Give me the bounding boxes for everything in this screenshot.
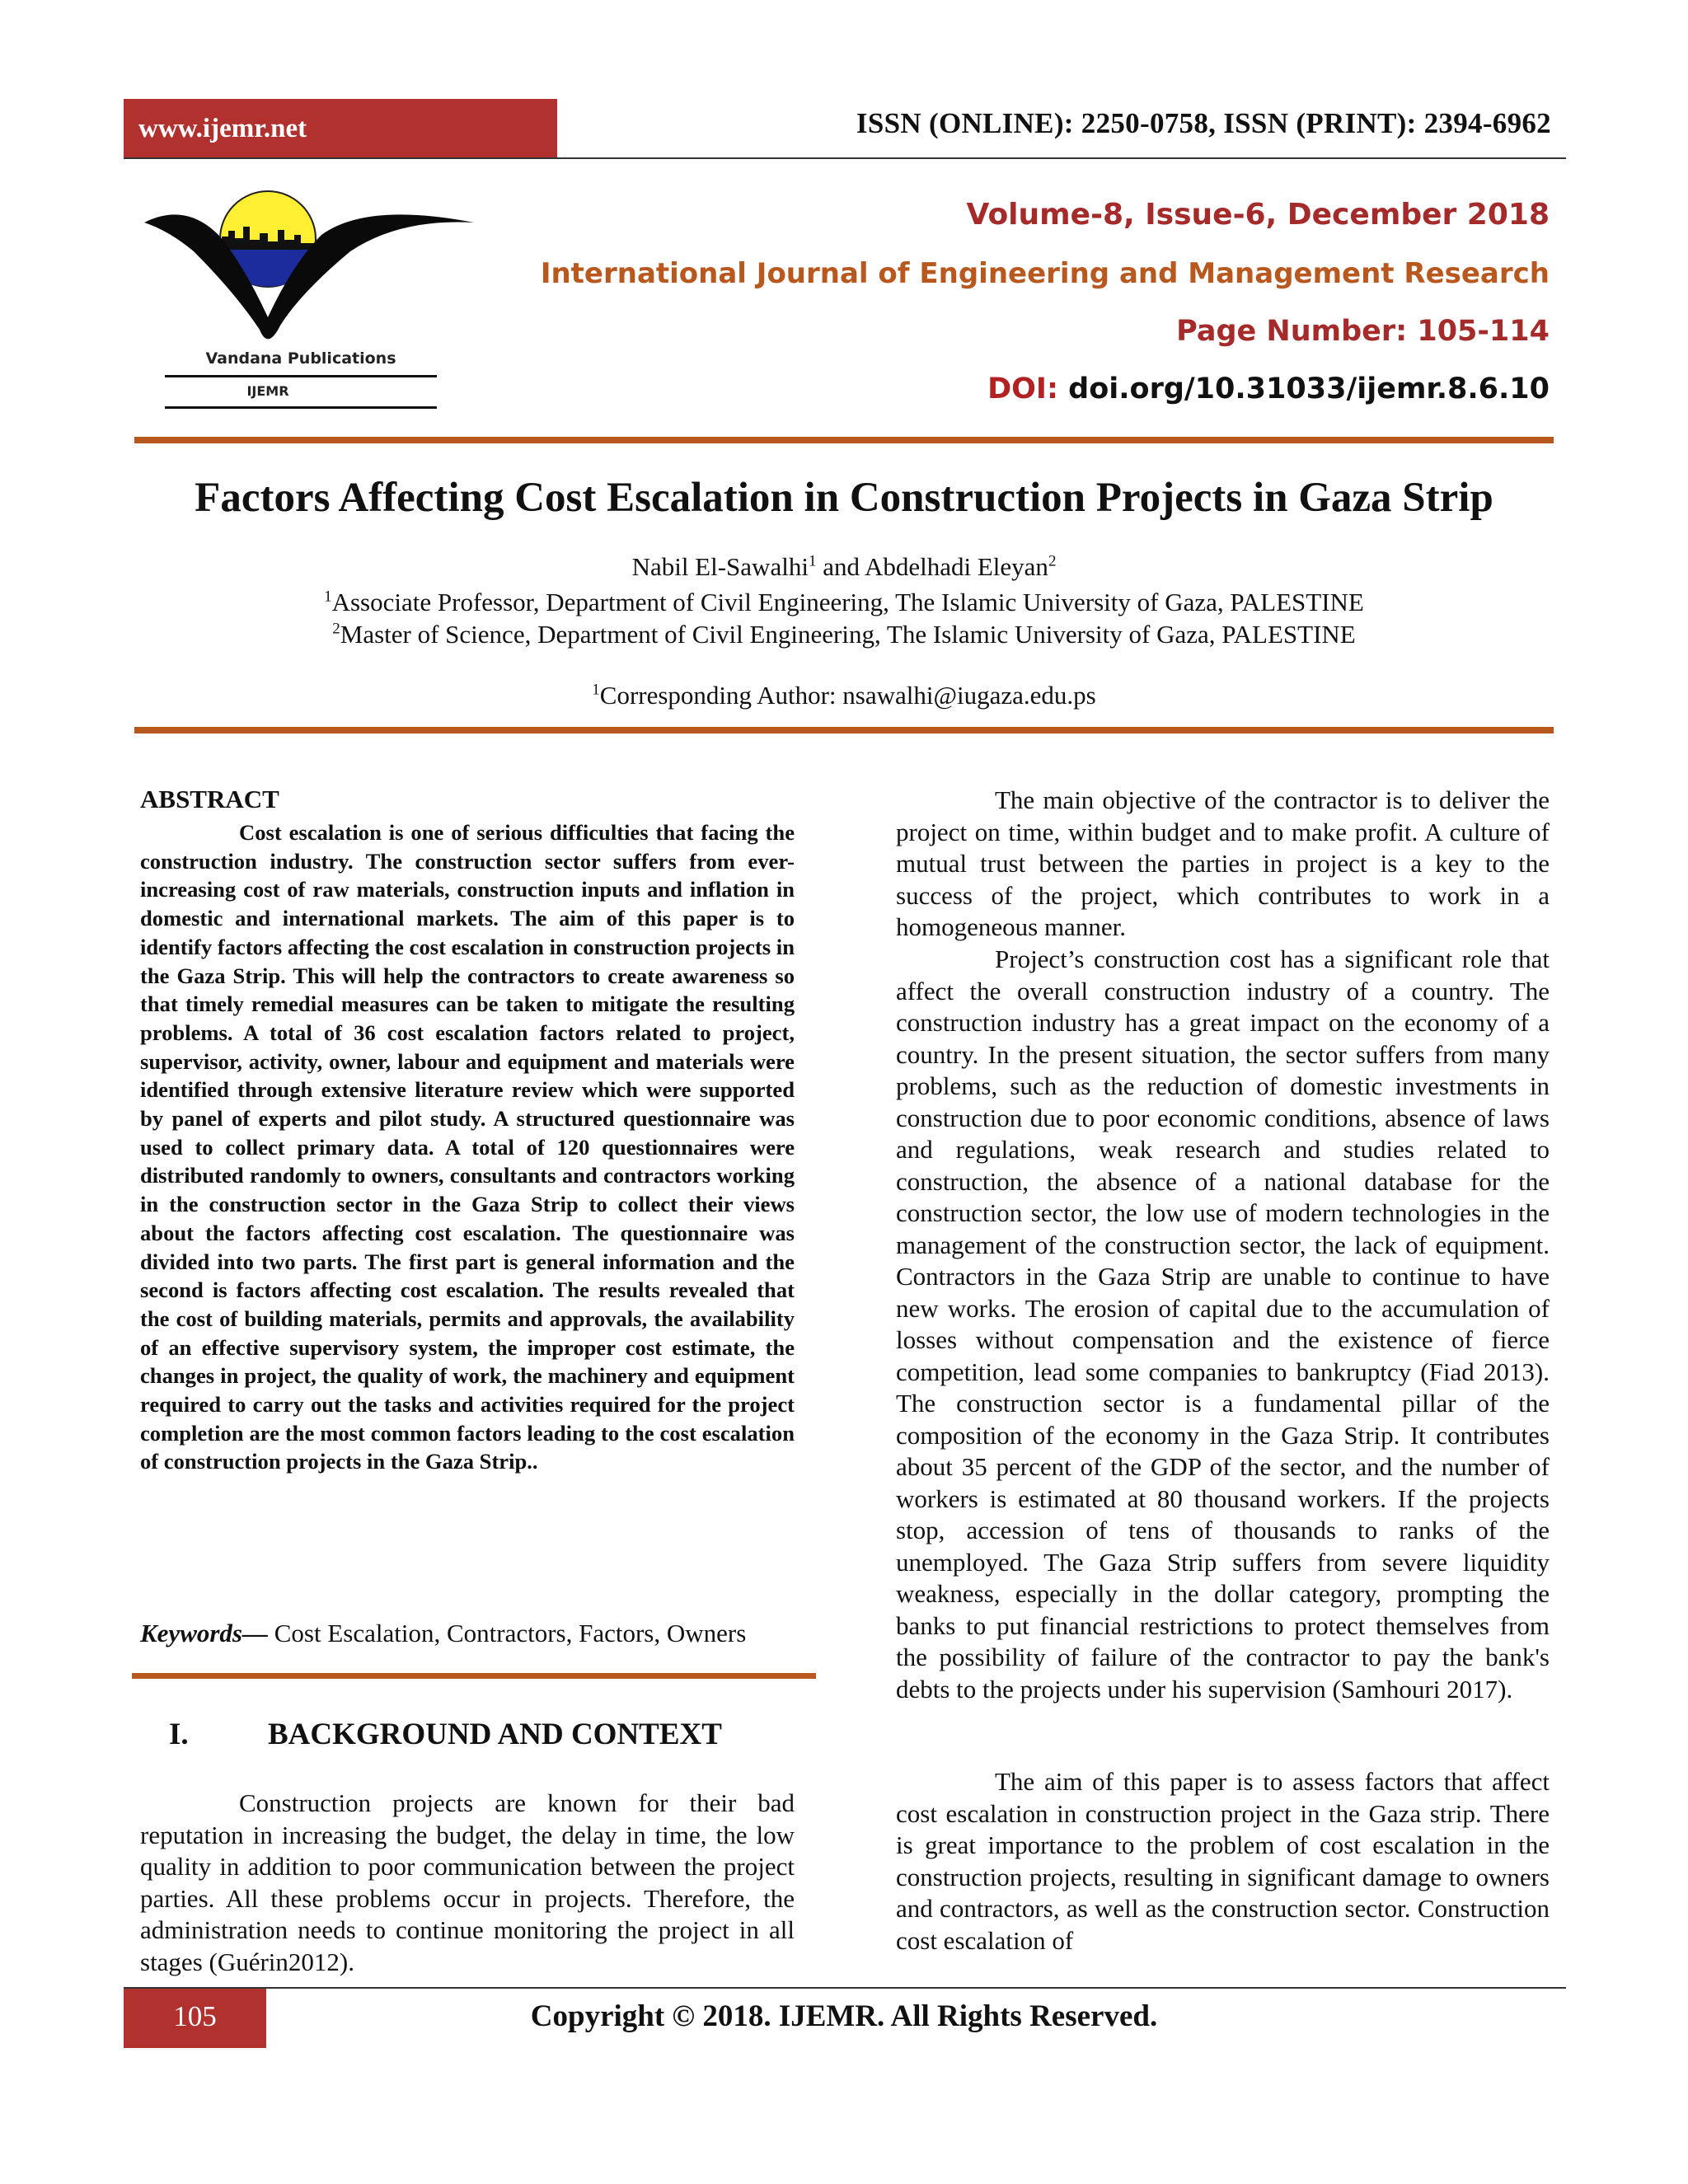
doi-label: DOI: bbox=[987, 373, 1058, 405]
affiliation-2 bbox=[0, 620, 1688, 649]
section-1-heading bbox=[169, 1717, 722, 1752]
affiliation-2-sup: 2 bbox=[332, 620, 340, 638]
author-2: and Abdelhadi Eleyan bbox=[823, 552, 1048, 581]
footer-divider bbox=[124, 1987, 1566, 1989]
corresponding-sup: 1 bbox=[592, 681, 600, 699]
right-column-paragraph-1 bbox=[896, 785, 1550, 944]
website-banner bbox=[124, 99, 557, 158]
website-link[interactable]: www.ijemr.net bbox=[138, 114, 307, 143]
page-number-badge: 105 bbox=[124, 1989, 266, 2048]
copyright-notice: Copyright © 2018. IJEMR. All Rights Reserved. bbox=[530, 1999, 1158, 2033]
title-bottom-rule bbox=[134, 727, 1554, 733]
section-1-paragraph: Construction projects are known for their bad reputation in increasing the budget, the delay in time, the low quality in addition to poor communication between the project parties. All these problems occur in projects. Therefore, the administration needs to continue monitoring the project in all stages (Guérin2012). bbox=[140, 1788, 795, 1976]
corresponding-email[interactable]: Corresponding Author: nsawalhi@iugaza.edu.ps bbox=[599, 681, 1096, 710]
keywords-label: Keywords— bbox=[140, 1619, 268, 1647]
abstract-heading: ABSTRACT bbox=[140, 785, 279, 813]
affiliation-1-text: Associate Professor, Department of Civil Engineering, The Islamic University of Gaza, PALESTINE bbox=[331, 588, 1364, 616]
abstract-text: Cost escalation is one of serious difficulties that facing the construction industry. The construction sector suffers from ever-increasing cost of raw materials, construction inputs and inflation in domestic and international markets. The aim of this paper is to identify factors affecting the cost escalation in construction projects in the Gaza Strip. This will help the contractors to create awareness so that timely remedial measures can be taken to mitigate the resulting problems. A total of 36 cost escalation factors related to project, supervisor, activity, owner, labour and equipment and materials were identified through extensive literature review which were supported by panel of experts and pilot study. A structured questionnaire was used to collect primary data. A total of 120 questionnaires were distributed randomly to owners, consultants and contractors working in the construction sector in the Gaza Strip to collect their views about the factors affecting cost escalation. The questionnaire was divided into two parts. The first part is general information and the second is factors affecting cost escalation. The results revealed that the cost of building materials, permits and approvals, the availability of an effective supervisory system, the improper cost estimate, the changes in project, the quality of work, the machinery and equipment required to carry out the tasks and activities required for the project completion are the most common factors leading to the cost escalation of construction projects in the Gaza Strip.. bbox=[140, 820, 795, 1474]
logo-publisher-text: Vandana Publications bbox=[205, 349, 396, 368]
paper-title: Factors Affecting Cost Escalation in Construction Projects in Gaza Strip bbox=[195, 475, 1493, 521]
affiliation-1 bbox=[0, 588, 1688, 617]
logo-rule-top bbox=[165, 375, 437, 377]
right-paragraph-2-text: Project’s construction cost has a significant role that affect the overall construction industry of a country. The construction industry has a great impact on the economy of a country. In the present situation, the sector suffers from many problems, such as the reduction of domestic investments in construction due to poor economic conditions, absence of laws and regulations, weak research and studies related to construction, the absence of a national database for the construction sector, the low use of modern technologies in the management of the construction sector, the lack of equipment. Contractors in the Gaza Strip are unable to continue to have new works. The erosion of capital due to the accumulation of losses without compensation and the existence of fierce competition, lead some companies to bankruptcy (Fiad 2013). The construction sector is a fundamental pillar of the composition of the economy in the Gaza Strip. It contributes about 35 percent of the GDP of the sector, and the number of workers is estimated at 80 thousand workers. If the projects stop, accession of tens of thousands to ranks of the unemployed. The Gaza Strip suffers from severe liquidity weakness, especially in the dollar category, prompting the banks to put financial restrictions to protect themselves from the possibility of failure of the contractor to pay the bank's debts to the projects under his supervision (Samhouri 2017). bbox=[896, 944, 1550, 1704]
journal-name: International Journal of Engineering and Management Research bbox=[540, 257, 1550, 290]
author-line bbox=[0, 552, 1688, 582]
right-paragraph-1-text: The main objective of the contractor is to deliver the project on time, within budget and to make profit. A culture of mutual trust between the parties in project is a key to the success of the project, which contributes to work in a homogeneous manner. bbox=[896, 785, 1550, 941]
author-1-sup: 1 bbox=[808, 552, 817, 570]
journal-logo bbox=[136, 185, 490, 416]
logo-abbrev-text: IJEMR bbox=[246, 383, 289, 399]
right-paragraph-3-text: The aim of this paper is to assess factors that affect cost escalation in construction project in the Gaza strip. There is great importance to the problem of cost escalation in the construction projects, resulting in significant damage to owners and contractors, as well as the construction sector. Construction cost escalation of bbox=[896, 1767, 1550, 1955]
logo-rule-bottom bbox=[165, 406, 437, 409]
author-2-sup: 2 bbox=[1048, 552, 1057, 570]
corresponding-author bbox=[0, 681, 1688, 710]
right-column-paragraph-3 bbox=[896, 1766, 1550, 1957]
author-1: Nabil El-Sawalhi bbox=[631, 552, 809, 581]
abstract-body bbox=[140, 818, 795, 1476]
keywords-text: Cost Escalation, Contractors, Factors, Owners bbox=[274, 1619, 747, 1647]
right-column-paragraph-2 bbox=[896, 944, 1550, 1705]
section-1-number: I. bbox=[169, 1718, 189, 1751]
header-divider bbox=[124, 157, 1566, 159]
keywords-line bbox=[140, 1619, 795, 1648]
doi-line bbox=[987, 373, 1550, 405]
affiliation-2-text: Master of Science, Department of Civil Engineering, The Islamic University of Gaza, PALESTINE bbox=[340, 620, 1356, 649]
section-divider bbox=[132, 1673, 816, 1679]
title-top-rule bbox=[134, 437, 1554, 443]
affiliation-1-sup: 1 bbox=[324, 588, 332, 606]
section-1-title: BACKGROUND AND CONTEXT bbox=[268, 1718, 722, 1751]
doi-link[interactable]: doi.org/10.31033/ijemr.8.6.10 bbox=[1068, 373, 1550, 405]
page-number-range: Page Number: 105-114 bbox=[1176, 315, 1550, 348]
issn-text: ISSN (ONLINE): 2250-0758, ISSN (PRINT): 2394-6962 bbox=[856, 107, 1551, 139]
volume-issue: Volume-8, Issue-6, December 2018 bbox=[966, 198, 1550, 232]
section-1-body bbox=[140, 1788, 795, 1978]
